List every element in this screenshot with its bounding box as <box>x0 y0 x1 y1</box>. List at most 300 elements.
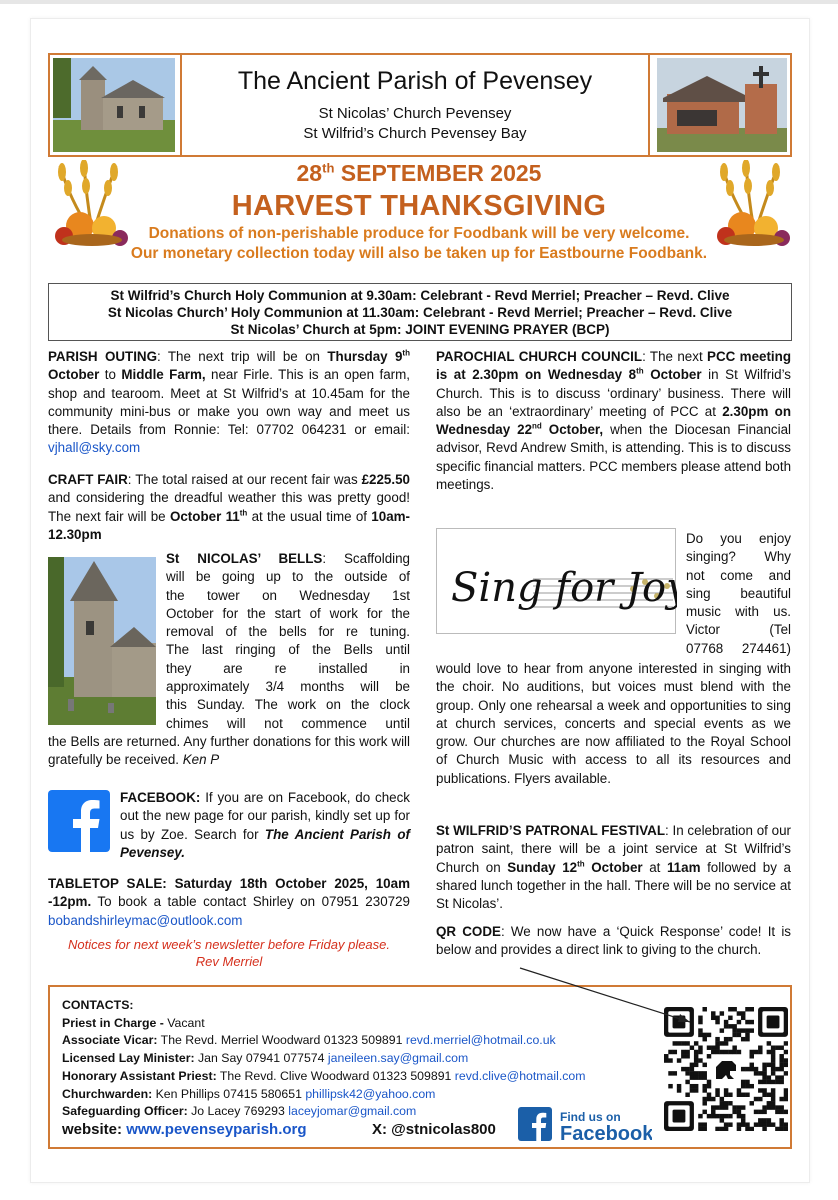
outing-email-link[interactable]: vjhall@sky.com <box>48 440 141 456</box>
qr-module <box>745 1122 749 1126</box>
qr-module <box>771 1122 775 1126</box>
qr-module <box>737 1114 741 1118</box>
qr-module <box>775 1075 779 1079</box>
qr-module <box>758 1050 762 1054</box>
qr-module <box>724 1101 728 1105</box>
qr-module <box>711 1011 715 1015</box>
qr-module <box>698 1028 702 1032</box>
qr-module <box>698 1127 702 1131</box>
qr-module <box>715 1041 719 1045</box>
x-handle[interactable]: X: @stnicolas800 <box>372 1121 496 1138</box>
tabletop-email-link[interactable]: bobandshirleymac@outlook.com <box>48 912 243 928</box>
qr-module <box>711 1097 715 1101</box>
st-nicolas-church-photo <box>53 58 175 152</box>
qr-module <box>741 1105 745 1109</box>
qr-module <box>728 1024 732 1028</box>
qr-module <box>732 1028 736 1032</box>
qr-module <box>702 1007 706 1011</box>
contact-row: Licensed Lay Minister: Jan Say 07941 077574 janeileen.say@gmail.com <box>62 1051 469 1066</box>
qr-module <box>754 1110 758 1114</box>
qr-module <box>694 1058 698 1062</box>
qr-module <box>685 1054 689 1058</box>
qr-module <box>771 1058 775 1062</box>
qr-module <box>720 1028 724 1032</box>
qr-module <box>715 1016 719 1020</box>
qr-module <box>702 1088 706 1092</box>
qr-module <box>724 1114 728 1118</box>
qr-module <box>702 1033 706 1037</box>
qr-module <box>715 1050 719 1054</box>
qr-module <box>711 1105 715 1109</box>
qr-module <box>685 1041 689 1045</box>
qr-module <box>720 1011 724 1015</box>
qr-module <box>737 1011 741 1015</box>
qr-module <box>750 1067 754 1071</box>
qr-module <box>741 1011 745 1015</box>
qr-module <box>685 1071 689 1075</box>
qr-module <box>668 1050 672 1054</box>
qr-module <box>715 1127 719 1131</box>
qr-module <box>720 1118 724 1122</box>
qr-module <box>779 1063 783 1067</box>
qr-module <box>698 1020 702 1024</box>
qr-module <box>762 1063 766 1067</box>
qr-module <box>750 1084 754 1088</box>
qr-module <box>762 1093 766 1097</box>
qr-module <box>668 1071 672 1075</box>
qr-module <box>694 1071 698 1075</box>
find-us-text: Find us on <box>560 1110 621 1124</box>
qr-module <box>702 1075 706 1079</box>
qr-module <box>720 1097 724 1101</box>
service-times-box <box>48 283 792 341</box>
qr-module <box>702 1063 706 1067</box>
qr-module <box>728 1016 732 1020</box>
qr-module <box>771 1050 775 1054</box>
qr-module <box>690 1084 694 1088</box>
qr-module <box>762 1118 766 1122</box>
qr-module <box>690 1067 694 1071</box>
qr-module <box>741 1067 745 1071</box>
qr-finder-pattern <box>767 1016 780 1029</box>
qr-module <box>664 1058 668 1062</box>
qr-module <box>741 1084 745 1088</box>
contact-row: Priest in Charge - Vacant <box>62 1015 205 1030</box>
choir-notice-continued: would love to hear from anyone interested in singing with the choir. No auditions, but voices must blend with the group. Only one rehearsal a week and opportunities to sing at church services, concerts and special events as we grow. Our churches are now affiliated to the Royal School of Church Music with access to all its resources and publications. Flyers available. <box>436 661 791 786</box>
qr-module <box>762 1127 766 1131</box>
qr-module <box>754 1097 758 1101</box>
contacts-heading: CONTACTS: <box>62 998 134 1012</box>
qr-module <box>694 1075 698 1079</box>
qr-module <box>775 1105 779 1109</box>
qr-module <box>694 1063 698 1067</box>
qr-module <box>724 1093 728 1097</box>
qr-module <box>711 1114 715 1118</box>
window-top-bar <box>0 0 838 4</box>
qr-module <box>771 1105 775 1109</box>
qr-module <box>707 1114 711 1118</box>
church-name-st-nicolas: St Nicolas’ Church Pevensey <box>318 105 512 122</box>
qr-module <box>767 1075 771 1079</box>
qr-module <box>685 1050 689 1054</box>
qr-module <box>711 1045 715 1049</box>
qr-module <box>779 1058 783 1062</box>
qr-module <box>715 1105 719 1109</box>
qr-module <box>762 1071 766 1075</box>
qr-module <box>728 1122 732 1126</box>
qr-module <box>715 1093 719 1097</box>
qr-module <box>767 1105 771 1109</box>
qr-code-notice: QR CODE: We now have a ‘Quick Response’ code! It is below and provides a direct link to giving to the church. <box>436 924 791 958</box>
qr-module <box>767 1080 771 1084</box>
qr-module <box>767 1093 771 1097</box>
qr-center-logo <box>716 1061 736 1079</box>
qr-module <box>707 1097 711 1101</box>
parish-title: The Ancient Parish of Pevensey <box>237 67 593 95</box>
qr-module <box>702 1101 706 1105</box>
qr-module <box>767 1122 771 1126</box>
qr-module <box>762 1080 766 1084</box>
qr-module <box>771 1063 775 1067</box>
qr-module <box>741 1093 745 1097</box>
website-link[interactable]: www.pevenseyparish.org <box>126 1121 307 1138</box>
qr-module <box>724 1122 728 1126</box>
qr-module <box>681 1050 685 1054</box>
qr-module <box>698 1122 702 1126</box>
qr-module <box>762 1088 766 1092</box>
qr-module <box>737 1020 741 1024</box>
qr-module <box>784 1122 788 1126</box>
qr-module <box>762 1105 766 1109</box>
qr-module <box>698 1045 702 1049</box>
contact-row: Churchwarden: Ken Phillips 07415 580651 phillipsk42@yahoo.com <box>62 1086 436 1101</box>
qr-module <box>711 1016 715 1020</box>
qr-module <box>732 1045 736 1049</box>
harvest-title: HARVEST THANKSGIVING <box>231 190 607 222</box>
qr-code-image[interactable] <box>664 1007 788 1131</box>
qr-module <box>767 1041 771 1045</box>
qr-module <box>758 1122 762 1126</box>
qr-module <box>732 1033 736 1037</box>
qr-module <box>737 1127 741 1131</box>
qr-module <box>741 1114 745 1118</box>
qr-module <box>737 1028 741 1032</box>
qr-module <box>702 1110 706 1114</box>
qr-module <box>771 1088 775 1092</box>
contact-email-link[interactable]: janeileen.say@gmail.com <box>327 1051 469 1066</box>
qr-module <box>767 1118 771 1122</box>
pcc-notice: PAROCHIAL CHURCH COUNCIL: The next PCC meeting is at 2.30pm on Wednesday 8th October in St Wilfrid’s Church. This is to discuss ‘ordinary’ business. There will also be an ‘extraordinary’ meeting of PCC at 2.30pm on Wednesday 22nd October, when the Diocesan Financial advisor, Revd Andrew Smith, is attending. This is to discuss specific financial matters. PCC members please attend both meetings. <box>436 349 792 493</box>
qr-module <box>775 1067 779 1071</box>
patronal-festival-notice: St WILFRID’S PATRONAL FESTIVAL: In celebration of our patron saint, there will be a joint service at St Wilfrid’s Church on Sunday 12th October at 11am followed by a shared lunch together in the hall. There will be no service at St Nicolas’. <box>436 823 791 912</box>
qr-module <box>745 1127 749 1131</box>
qr-finder-pattern <box>673 1016 686 1029</box>
qr-module <box>677 1041 681 1045</box>
qr-finder-pattern <box>673 1110 686 1123</box>
qr-module <box>771 1054 775 1058</box>
qr-module <box>784 1041 788 1045</box>
qr-module <box>690 1075 694 1079</box>
qr-module <box>750 1054 754 1058</box>
facebook-notice: FACEBOOK: If you are on Facebook, do check out the new page for our parish, kindly set up for us by Zoe. Search for The Ancient Parish of Pevensey. <box>120 790 410 860</box>
qr-module <box>677 1088 681 1092</box>
qr-module <box>720 1101 724 1105</box>
qr-module <box>771 1071 775 1075</box>
qr-module <box>784 1088 788 1092</box>
qr-module <box>758 1110 762 1114</box>
qr-module <box>767 1050 771 1054</box>
qr-module <box>754 1067 758 1071</box>
qr-module <box>728 1007 732 1011</box>
qr-module <box>775 1110 779 1114</box>
qr-module <box>784 1071 788 1075</box>
qr-module <box>745 1037 749 1041</box>
qr-module <box>715 1020 719 1024</box>
newsletter-deadline-notice: Notices for next week’s newsletter before Friday please. Rev Merriel <box>67 937 391 969</box>
qr-module <box>750 1020 754 1024</box>
qr-module <box>732 1110 736 1114</box>
qr-module <box>737 1110 741 1114</box>
qr-module <box>724 1020 728 1024</box>
qr-module <box>677 1058 681 1062</box>
qr-module <box>758 1088 762 1092</box>
qr-module <box>702 1122 706 1126</box>
qr-module <box>754 1071 758 1075</box>
qr-module <box>779 1045 783 1049</box>
qr-module <box>779 1127 783 1131</box>
qr-module <box>741 1118 745 1122</box>
qr-module <box>745 1084 749 1088</box>
bell-tower-photo <box>48 557 156 725</box>
qr-module <box>784 1058 788 1062</box>
craft-fair-notice: CRAFT FAIR: The total raised at our recent fair was £225.50 and considering the dreadful weather this was pretty good! The next fair will be October 11th at the usual time of 10am-12.30pm <box>48 472 411 542</box>
qr-module <box>750 1063 754 1067</box>
qr-module <box>741 1028 745 1032</box>
qr-module <box>779 1118 783 1122</box>
contact-email-link[interactable]: revd.merriel@hotmail.co.uk <box>405 1033 556 1048</box>
find-us-on-facebook-button[interactable] <box>518 1105 652 1145</box>
qr-module <box>737 1033 741 1037</box>
qr-module <box>737 1088 741 1092</box>
qr-module <box>698 1075 702 1079</box>
qr-module <box>702 1071 706 1075</box>
service-line: St Nicolas Church’ Holy Communion at 11.30am: Celebrant - Revd Merriel; Preacher – Revd. Clive <box>107 305 733 320</box>
qr-module <box>758 1118 762 1122</box>
qr-module <box>750 1101 754 1105</box>
harvest-date: 28th SEPTEMBER 2025 <box>296 160 542 186</box>
qr-module <box>750 1028 754 1032</box>
qr-module <box>745 1067 749 1071</box>
qr-module <box>771 1093 775 1097</box>
qr-module <box>694 1054 698 1058</box>
qr-module <box>702 1084 706 1088</box>
qr-module <box>711 1050 715 1054</box>
bells-notice-continued: the Bells are returned. Any further donations for this work will gratefully be received. Ken P <box>48 734 410 768</box>
qr-module <box>745 1093 749 1097</box>
qr-module <box>779 1110 783 1114</box>
qr-module <box>698 1050 702 1054</box>
qr-module <box>784 1127 788 1131</box>
contacts-box <box>48 985 792 1149</box>
qr-module <box>698 1071 702 1075</box>
qr-module <box>707 1045 711 1049</box>
qr-module <box>724 1127 728 1131</box>
qr-module <box>728 1093 732 1097</box>
qr-module <box>779 1105 783 1109</box>
qr-module <box>728 1050 732 1054</box>
qr-module <box>745 1080 749 1084</box>
qr-module <box>690 1088 694 1092</box>
qr-module <box>758 1045 762 1049</box>
qr-module <box>758 1071 762 1075</box>
foodbank-notice: Donations of non-perishable produce for Foodbank will be very welcome. Our monetary collection today will also be taken up for Eastbourne Foodbank. <box>130 225 708 262</box>
qr-module <box>762 1122 766 1126</box>
qr-module <box>711 1110 715 1114</box>
qr-module <box>732 1050 736 1054</box>
newsletter-header <box>48 53 792 157</box>
qr-module <box>707 1080 711 1084</box>
qr-module <box>745 1028 749 1032</box>
qr-module <box>728 1101 732 1105</box>
qr-module <box>720 1050 724 1054</box>
qr-module <box>741 1037 745 1041</box>
qr-module <box>779 1080 783 1084</box>
qr-module <box>775 1127 779 1131</box>
contact-email-link[interactable]: laceyjomar@gmail.com <box>288 1104 417 1119</box>
qr-module <box>707 1093 711 1097</box>
qr-module <box>771 1045 775 1049</box>
qr-module <box>771 1080 775 1084</box>
qr-module <box>758 1097 762 1101</box>
church-name-st-wilfrid: St Wilfrid’s Church Pevensey Bay <box>303 125 527 142</box>
qr-module <box>724 1050 728 1054</box>
qr-module <box>715 1114 719 1118</box>
qr-module <box>698 1033 702 1037</box>
qr-module <box>732 1105 736 1109</box>
qr-module <box>750 1007 754 1011</box>
qr-module <box>664 1054 668 1058</box>
qr-module <box>779 1067 783 1071</box>
sing-for-joy-logo <box>436 528 676 634</box>
qr-module <box>720 1105 724 1109</box>
contact-row: Safeguarding Officer: Jo Lacey 769293 laceyjomar@gmail.com <box>62 1104 417 1119</box>
qr-module <box>673 1041 677 1045</box>
qr-module <box>741 1122 745 1126</box>
service-line: St Wilfrid’s Church Holy Communion at 9.30am: Celebrant - Revd Merriel; Preacher – Revd. Clive <box>110 288 730 303</box>
qr-module <box>741 1016 745 1020</box>
qr-module <box>707 1033 711 1037</box>
qr-module <box>694 1088 698 1092</box>
contact-row: Honorary Assistant Priest: The Revd. Clive Woodward 01323 509891 revd.clive@hotmail.com <box>62 1068 586 1083</box>
qr-module <box>685 1093 689 1097</box>
qr-module <box>724 1024 728 1028</box>
qr-module <box>720 1114 724 1118</box>
qr-module <box>702 1127 706 1131</box>
qr-module <box>694 1041 698 1045</box>
qr-module <box>724 1037 728 1041</box>
qr-module <box>690 1045 694 1049</box>
contact-row: Associate Vicar: The Revd. Merriel Woodward 01323 509891 revd.merriel@hotmail.co.uk <box>62 1033 556 1048</box>
qr-module <box>724 1041 728 1045</box>
qr-module <box>724 1088 728 1092</box>
qr-module <box>754 1122 758 1126</box>
qr-module <box>737 1093 741 1097</box>
qr-module <box>673 1050 677 1054</box>
qr-module <box>673 1071 677 1075</box>
qr-module <box>681 1054 685 1058</box>
qr-module <box>702 1097 706 1101</box>
qr-module <box>750 1127 754 1131</box>
qr-module <box>728 1037 732 1041</box>
qr-module <box>715 1045 719 1049</box>
qr-module <box>707 1084 711 1088</box>
qr-module <box>698 1058 702 1062</box>
contact-email-link[interactable]: revd.clive@hotmail.com <box>454 1068 586 1083</box>
qr-module <box>779 1122 783 1126</box>
qr-module <box>779 1075 783 1079</box>
qr-module <box>694 1084 698 1088</box>
qr-module <box>702 1037 706 1041</box>
qr-module <box>685 1080 689 1084</box>
qr-module <box>668 1058 672 1062</box>
qr-module <box>745 1020 749 1024</box>
qr-module <box>681 1067 685 1071</box>
qr-module <box>767 1063 771 1067</box>
st-wilfrid-church-photo <box>657 58 787 152</box>
qr-module <box>737 1122 741 1126</box>
qr-module <box>737 1105 741 1109</box>
qr-module <box>685 1067 689 1071</box>
qr-module <box>762 1110 766 1114</box>
qr-module <box>784 1097 788 1101</box>
qr-module <box>732 1024 736 1028</box>
qr-module <box>771 1067 775 1071</box>
bells-notice: St NICOLAS’ BELLS: Scaffolding will be going up to the outside of the tower on Wednesday 1st October for the start of work for the removal of the bells for re tuning. The last ringing of the Bells until they are re installed in approximately 3/4 months will be this Sunday. The work on the clock chimes will not commence until <box>166 551 411 731</box>
choir-notice: Do you enjoy singing? Why not come and sing beautiful music with us. Victor (Tel 07768 274461) <box>686 531 791 656</box>
qr-module <box>775 1080 779 1084</box>
contact-email-link[interactable]: phillipsk42@yahoo.com <box>305 1086 436 1101</box>
qr-module <box>694 1050 698 1054</box>
qr-module <box>681 1041 685 1045</box>
qr-module <box>707 1054 711 1058</box>
qr-module <box>784 1050 788 1054</box>
qr-module <box>720 1127 724 1131</box>
qr-module <box>737 1050 741 1054</box>
service-line: St Nicolas’ Church at 5pm: JOINT EVENING PRAYER (BCP) <box>230 322 610 337</box>
qr-module <box>741 1080 745 1084</box>
qr-module <box>724 1105 728 1109</box>
qr-module <box>784 1110 788 1114</box>
qr-module <box>728 1114 732 1118</box>
qr-module <box>677 1084 681 1088</box>
qr-module <box>758 1080 762 1084</box>
qr-module <box>771 1097 775 1101</box>
qr-module <box>715 1037 719 1041</box>
qr-module <box>698 1016 702 1020</box>
qr-module <box>762 1067 766 1071</box>
qr-module <box>784 1063 788 1067</box>
qr-module <box>771 1101 775 1105</box>
facebook-wordmark: Facebook <box>560 1123 652 1145</box>
qr-module <box>668 1084 672 1088</box>
facebook-icon <box>48 790 110 852</box>
qr-module <box>784 1093 788 1097</box>
qr-module <box>762 1075 766 1079</box>
qr-module <box>732 1007 736 1011</box>
qr-module <box>698 1114 702 1118</box>
qr-module <box>779 1054 783 1058</box>
qr-module <box>754 1050 758 1054</box>
